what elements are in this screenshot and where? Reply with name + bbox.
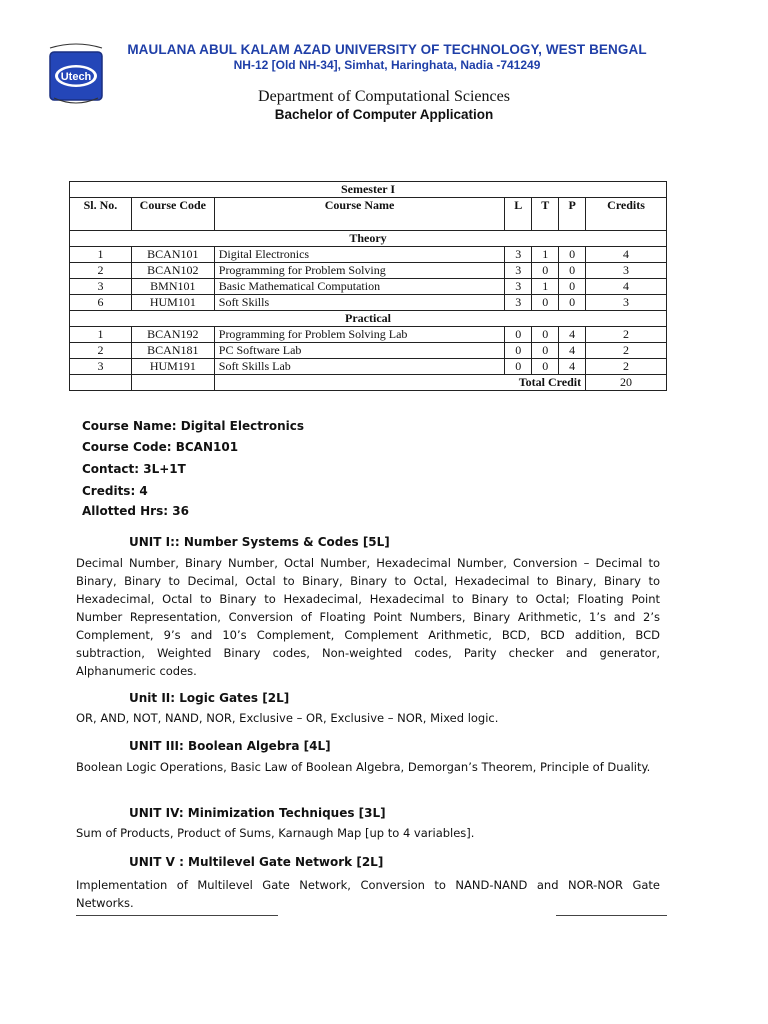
unit-heading: UNIT IV: Minimization Techniques [3L] [129,806,386,820]
table-cell: Basic Mathematical Computation [214,279,505,295]
col-header: Course Name [214,198,505,231]
table-row [70,343,667,359]
table-cell: 0 [505,343,532,359]
university-name: MAULANA ABUL KALAM AZAD UNIVERSITY OF TECHNOLOGY, WEST BENGAL [127,42,647,57]
table-row [70,295,667,311]
practical-section-label: Practical [70,311,667,327]
col-header: P [559,198,586,231]
table-cell: 3 [505,279,532,295]
table-cell: 2 [70,263,132,279]
table-row [70,247,667,263]
table-row [70,359,667,375]
theory-section-label: Theory [70,231,667,247]
table-cell: 4 [559,327,586,343]
unit-content: Decimal Number, Binary Number, Octal Number, Hexadecimal Number, Conversion – Decimal to Binary, Binary to Decimal, Octal to Binary, Binary to Octal, Hexadecimal to Binary, Binary to Hexadecimal, Octal to Binary to Hexadecimal, Hexadecimal to Binary to Octal; Floating Point Number Representation, Conversion of Floating Point Numbers, Binary Arithmetic, 1’s and 2’s Complement, 9’s and 10’s Complement, Complement Arithmetic, BCD, BCD addition, BCD subtraction, Weighted Binary codes, Non-weighted codes, Parity checker and generator, Alphanumeric codes. [76,556,660,678]
unit-heading: UNIT V : Multilevel Gate Network [2L] [129,855,384,869]
total-credit-value: 20 [586,375,667,391]
unit-heading: Unit II: Logic Gates [2L] [129,691,290,705]
table-cell: 3 [505,247,532,263]
table-cell: HUM101 [131,295,214,311]
course-code: Course Code: BCAN101 [82,440,239,454]
program-title: Bachelor of Computer Application [274,107,494,122]
course-contact: Contact: 3L+1T [82,462,186,476]
table-cell: 1 [532,279,559,295]
col-header: Sl. No. [70,198,132,231]
table-cell: 0 [559,279,586,295]
table-cell: 3 [70,359,132,375]
table-cell: 0 [559,263,586,279]
total-row [70,375,667,391]
table-cell: 0 [559,247,586,263]
table-cell: 1 [70,247,132,263]
table-cell: 3 [505,263,532,279]
table-cell: 4 [586,247,667,263]
table-cell: 0 [532,263,559,279]
unit-heading: UNIT I:: Number Systems & Codes [5L] [129,535,390,549]
table-cell: Programming for Problem Solving [214,263,505,279]
table-cell: PC Software Lab [214,343,505,359]
table-cell: 2 [586,327,667,343]
total-credit-label: Total Credit [214,375,585,391]
table-cell: 2 [586,343,667,359]
col-header: T [532,198,559,231]
table-cell: 3 [505,295,532,311]
table-cell: 3 [70,279,132,295]
table-cell: Soft Skills Lab [214,359,505,375]
table-cell: Digital Electronics [214,247,505,263]
table-cell: 0 [532,295,559,311]
table-row [70,279,667,295]
footer-rule [556,915,667,916]
table-row [70,263,667,279]
table-cell: 0 [559,295,586,311]
table-cell: 2 [70,343,132,359]
table-cell: Soft Skills [214,295,505,311]
table-cell: 3 [586,263,667,279]
table-cell: 3 [586,295,667,311]
table-cell: 6 [70,295,132,311]
table-cell: BCAN102 [131,263,214,279]
course-hours: Allotted Hrs: 36 [82,504,189,518]
table-cell: 0 [532,343,559,359]
col-header: Credits [586,198,667,231]
footer-rule [76,915,278,916]
table-cell: 2 [586,359,667,375]
table-cell: BCAN181 [131,343,214,359]
table-row [70,327,667,343]
semester-table [69,181,667,391]
table-cell: BMN101 [131,279,214,295]
table-cell: 4 [559,343,586,359]
table-cell: 1 [70,327,132,343]
table-cell: 4 [586,279,667,295]
col-header: Course Code [131,198,214,231]
semester-title: Semester I [70,182,667,198]
unit-content: Sum of Products, Product of Sums, Karnaugh Map [up to 4 variables]. [76,826,475,840]
table-cell: HUM191 [131,359,214,375]
table-cell: 0 [532,359,559,375]
logo-text: Utech [60,71,92,83]
unit-content: Implementation of Multilevel Gate Network, Conversion to NAND-NAND and NOR-NOR Gate Networks. [76,878,660,910]
col-header: L [505,198,532,231]
table-cell: BCAN192 [131,327,214,343]
table-cell: 1 [532,247,559,263]
table-cell: BCAN101 [131,247,214,263]
unit-content: OR, AND, NOT, NAND, NOR, Exclusive – OR, Exclusive – NOR, Mixed logic. [76,711,499,725]
unit-content: Boolean Logic Operations, Basic Law of Boolean Algebra, Demorgan’s Theorem, Principle of Duality. [76,760,651,774]
course-name: Course Name: Digital Electronics [82,419,305,433]
university-address: NH-12 [Old NH-34], Simhat, Haringhata, Nadia -741249 [233,58,541,72]
table-cell: 4 [559,359,586,375]
table-cell: 0 [532,327,559,343]
table-cell: 0 [505,327,532,343]
table-cell: Programming for Problem Solving Lab [214,327,505,343]
course-credits: Credits: 4 [82,484,148,498]
unit-heading: UNIT III: Boolean Algebra [4L] [129,739,331,753]
table-cell: 0 [505,359,532,375]
department-title: Department of Computational Sciences [258,88,510,105]
